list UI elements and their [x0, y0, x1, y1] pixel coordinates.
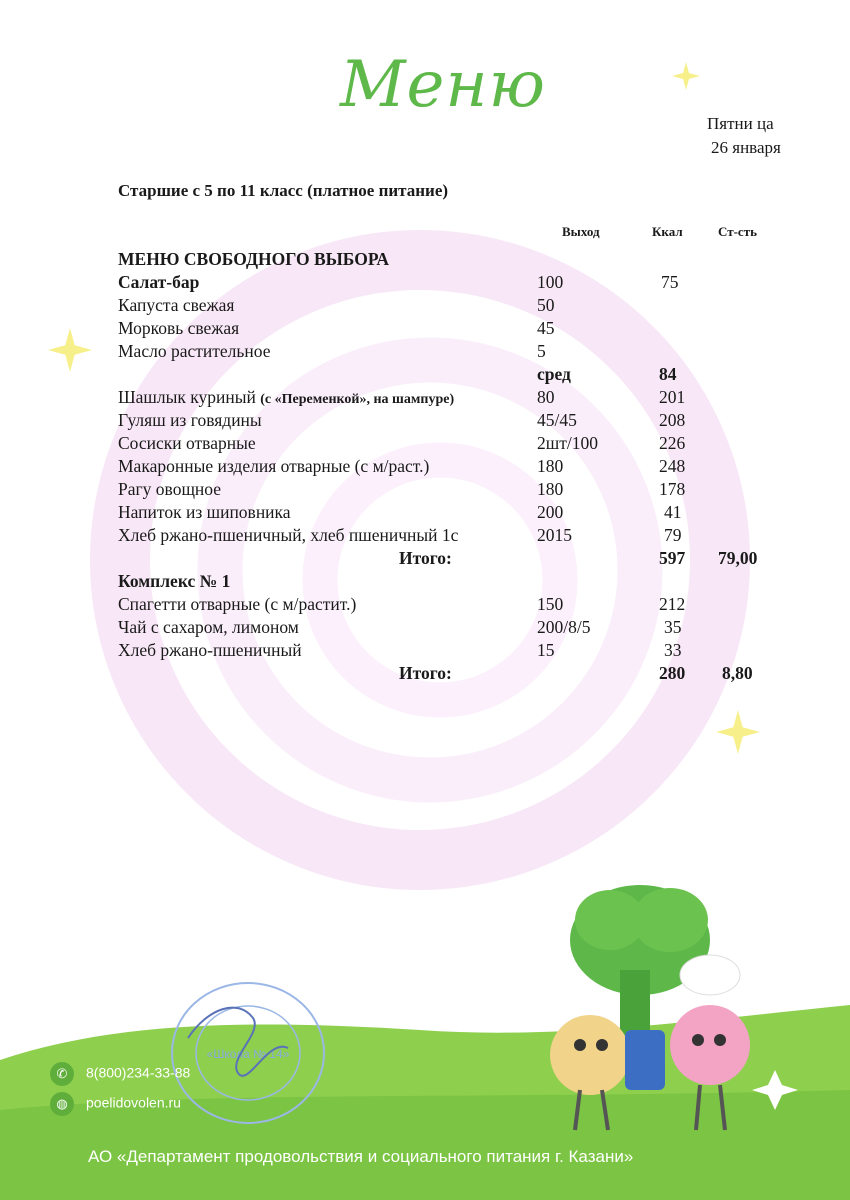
section-row — [0, 249, 850, 272]
dish-output: 2шт/100 — [537, 433, 598, 453]
table-row — [0, 479, 850, 502]
item-name: Масло растительное — [118, 341, 271, 361]
dish-name: Сосиски отварные — [118, 433, 256, 453]
average-kcal: 84 — [659, 364, 677, 384]
dish-output: 80 — [537, 387, 555, 407]
complex-item-name: Хлеб ржано-пшеничный — [118, 640, 302, 660]
table-row — [0, 318, 850, 341]
subtitle: Старшие с 5 по 11 класс (платное питание) — [118, 181, 449, 200]
dish-output: 45/45 — [537, 410, 577, 430]
table-row — [0, 387, 850, 410]
dish-output: 180 — [537, 479, 564, 499]
complex-item-output: 15 — [537, 640, 555, 660]
dish-name: Напиток из шиповника — [118, 502, 291, 522]
table-row — [0, 433, 850, 456]
table-row — [0, 410, 850, 433]
phone-number: 8(800)234-33-88 — [86, 1064, 191, 1081]
total-label: Итого: — [399, 548, 452, 568]
column-header-cost: Ст-сть — [718, 224, 757, 239]
total-cost: 79,00 — [718, 548, 758, 568]
date: 26 января — [711, 138, 781, 157]
salad-bar-output: 100 — [537, 272, 564, 292]
item-name: Капуста свежая — [118, 295, 235, 315]
dish-note: (с «Переменкой», на шампуре) — [260, 392, 455, 407]
complex-item-output: 150 — [537, 594, 564, 614]
dish-name: Макаронные изделия отварные (с м/раст.) — [118, 456, 430, 476]
dish-name: Гуляш из говядины — [118, 410, 262, 430]
total-row — [0, 548, 850, 571]
organization-name: АО «Департамент продовольствия и социального питания г. Казани» — [88, 1147, 634, 1166]
complex-item-kcal: 212 — [659, 594, 686, 614]
complex-title: Комплекс № 1 — [118, 571, 231, 591]
dish-name: Хлеб ржано-пшеничный, хлеб пшеничный 1с — [118, 525, 459, 545]
complex-item-kcal: 35 — [664, 617, 682, 637]
dish-kcal: 79 — [664, 525, 682, 545]
average-label: сред — [537, 364, 571, 384]
dish-title: Шашлык куриный — [118, 387, 256, 407]
complex-item-kcal: 33 — [664, 640, 682, 660]
table-row — [0, 617, 850, 640]
table-row — [0, 594, 850, 617]
dish-output: 2015 — [537, 525, 572, 545]
item-name: Морковь свежая — [118, 318, 240, 338]
item-output: 5 — [537, 341, 546, 361]
website-contact — [50, 1092, 181, 1116]
dish-kcal: 248 — [659, 456, 686, 476]
dish-kcal: 41 — [664, 502, 682, 522]
item-output: 50 — [537, 295, 555, 315]
salad-bar-kcal: 75 — [661, 272, 679, 292]
dish-name — [118, 387, 454, 408]
star-decoration-right — [716, 710, 760, 754]
table-row — [0, 502, 850, 525]
salad-bar-title: Салат-бар — [118, 272, 200, 292]
average-row — [0, 364, 850, 387]
page-title: Меню — [340, 48, 546, 122]
phone-icon: ✆ — [50, 1062, 74, 1086]
complex-item-name: Спагетти отварные (с м/растит.) — [118, 594, 357, 614]
official-stamp — [168, 978, 328, 1128]
total-kcal: 280 — [659, 663, 686, 683]
complex-item-output: 200/8/5 — [537, 617, 591, 637]
stamp-text: «Школа № 14» — [206, 1047, 290, 1061]
dish-output: 180 — [537, 456, 564, 476]
mascots-illustration — [520, 880, 820, 1140]
website-link[interactable]: poelidovolen.ru — [86, 1094, 181, 1111]
total-label: Итого: — [399, 663, 452, 683]
dish-kcal: 178 — [659, 479, 686, 499]
dish-name: Рагу овощное — [118, 479, 222, 499]
star-decoration-top — [672, 62, 700, 90]
complex-row — [0, 571, 850, 594]
phone-contact — [50, 1062, 190, 1086]
table-row — [0, 341, 850, 364]
weekday: Пятни ца — [707, 114, 774, 133]
dish-output: 200 — [537, 502, 564, 522]
total-cost: 8,80 — [722, 663, 753, 683]
column-header-output: Выход — [562, 224, 600, 239]
date-block — [707, 112, 787, 160]
total-row — [0, 663, 850, 686]
table-row — [0, 456, 850, 479]
globe-icon: ◍ — [50, 1092, 74, 1116]
table-row — [0, 640, 850, 663]
dish-kcal: 226 — [659, 433, 686, 453]
dish-kcal: 201 — [659, 387, 686, 407]
item-output: 45 — [537, 318, 555, 338]
dish-kcal: 208 — [659, 410, 686, 430]
table-row — [0, 525, 850, 548]
section-title: МЕНЮ СВОБОДНОГО ВЫБОРА — [118, 249, 389, 269]
complex-item-name: Чай с сахаром, лимоном — [118, 617, 299, 637]
column-header-kcal: Ккал — [652, 224, 683, 239]
salad-bar-row — [0, 272, 850, 295]
total-kcal: 597 — [659, 548, 686, 568]
table-row — [0, 295, 850, 318]
